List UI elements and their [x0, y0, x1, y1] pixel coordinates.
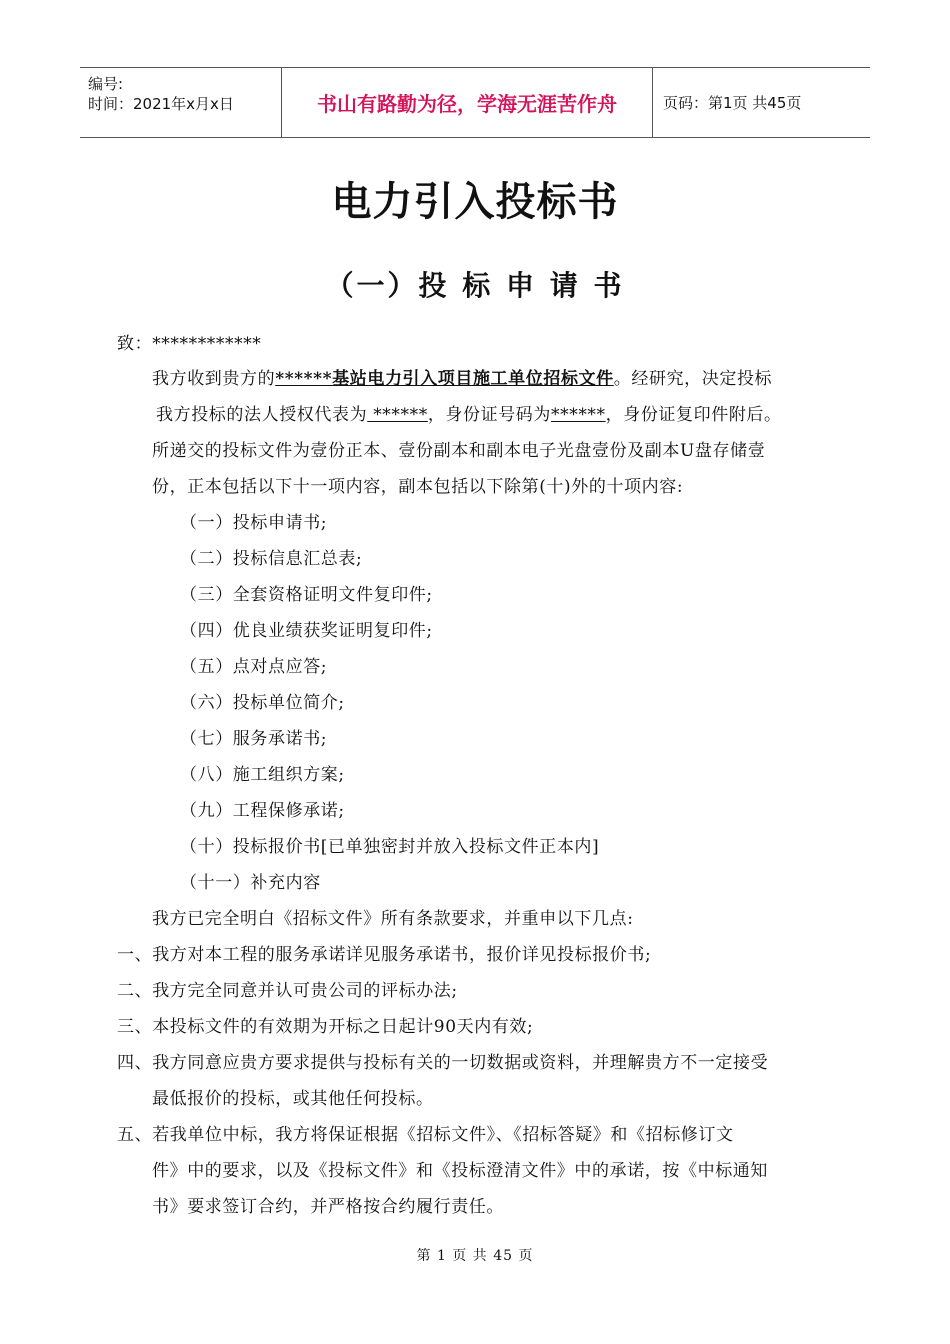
point-item: 一、我方对本工程的服务承诺详见服务承诺书，报价详见投标报价书;	[117, 945, 652, 965]
page-footer: 第 1 页 共 45 页	[416, 1248, 534, 1264]
point-item-continued: 件》中的要求，以及《投标文件》和《投标澄清文件》中的承诺，按《中标通知	[152, 1161, 768, 1181]
header-motto: 书山有路勤为径，学海无涯苦作舟	[281, 68, 653, 137]
para1-text: ，身份证号码为	[427, 405, 552, 425]
para1-line2	[156, 400, 782, 425]
content-item: （十）投标报价书[已单独密封并放入投标文件正本内]	[180, 837, 600, 857]
content-item: （九）工程保修承诺;	[180, 801, 345, 821]
content-item: （六）投标单位简介;	[180, 693, 345, 713]
number-label: 编号:	[88, 75, 124, 93]
para1-line1	[152, 364, 772, 389]
para1-line3: 所递交的投标文件为壹份正本、壹份副本和副本电子光盘壹份及副本U盘存储壹	[152, 441, 766, 461]
para1-text: 。经研究，决定投标	[613, 369, 773, 389]
recipient-line: 致：************	[117, 334, 262, 354]
content-item: （一）投标申请书;	[180, 513, 328, 533]
para1-text: 我方收到贵方的	[152, 369, 276, 389]
content-item: （七）服务承诺书;	[180, 729, 328, 749]
point-item: 三、本投标文件的有效期为开标之日起计90天内有效;	[117, 1017, 534, 1037]
content-item: （八）施工组织方案;	[180, 765, 345, 785]
tender-doc-name: ******基站电力引入项目施工单位招标文件	[275, 369, 614, 389]
page-header	[80, 67, 870, 138]
point-item-continued: 书》要求签订合约，并严格按合约履行责任。	[152, 1197, 504, 1217]
content-item: （三）全套资格证明文件复印件;	[180, 585, 433, 605]
point-item: 五、若我单位中标，我方将保证根据《招标文件》、《招标答疑》和《招标修订文	[117, 1125, 734, 1145]
point-item: 二、我方完全同意并认可贵公司的评标办法;	[117, 981, 458, 1001]
time-label: 时间：2021年x月x日	[88, 95, 234, 113]
document-subtitle: （一）投 标 申 请 书	[325, 269, 625, 302]
para1-line4: 份，正本包括以下十一项内容，副本包括以下除第(十)外的十项内容:	[152, 477, 684, 497]
content-item: （四）优良业绩获奖证明复印件;	[180, 621, 433, 641]
content-item: （五）点对点应答;	[180, 657, 328, 677]
document-title: 电力引入投标书	[331, 179, 619, 225]
content-item: （二）投标信息汇总表;	[180, 549, 363, 569]
point-item-continued: 最低报价的投标，或其他任何投标。	[152, 1089, 434, 1109]
header-meta	[80, 68, 281, 137]
para2: 我方已完全明白《招标文件》所有条款要求，并重申以下几点:	[152, 909, 634, 929]
point-item: 四、我方同意应贵方要求提供与投标有关的一切数据或资料，并理解贵方不一定接受	[117, 1053, 769, 1073]
content-item: （十一）补充内容	[180, 873, 321, 893]
para1-text: 我方投标的法人授权代表为	[156, 405, 368, 425]
representative-name: ******	[367, 405, 428, 425]
header-page-info: 页码：第1页 共45页	[663, 94, 802, 112]
id-number: ******	[551, 405, 606, 425]
para1-text: ，身份证复印件附后。	[605, 405, 782, 425]
